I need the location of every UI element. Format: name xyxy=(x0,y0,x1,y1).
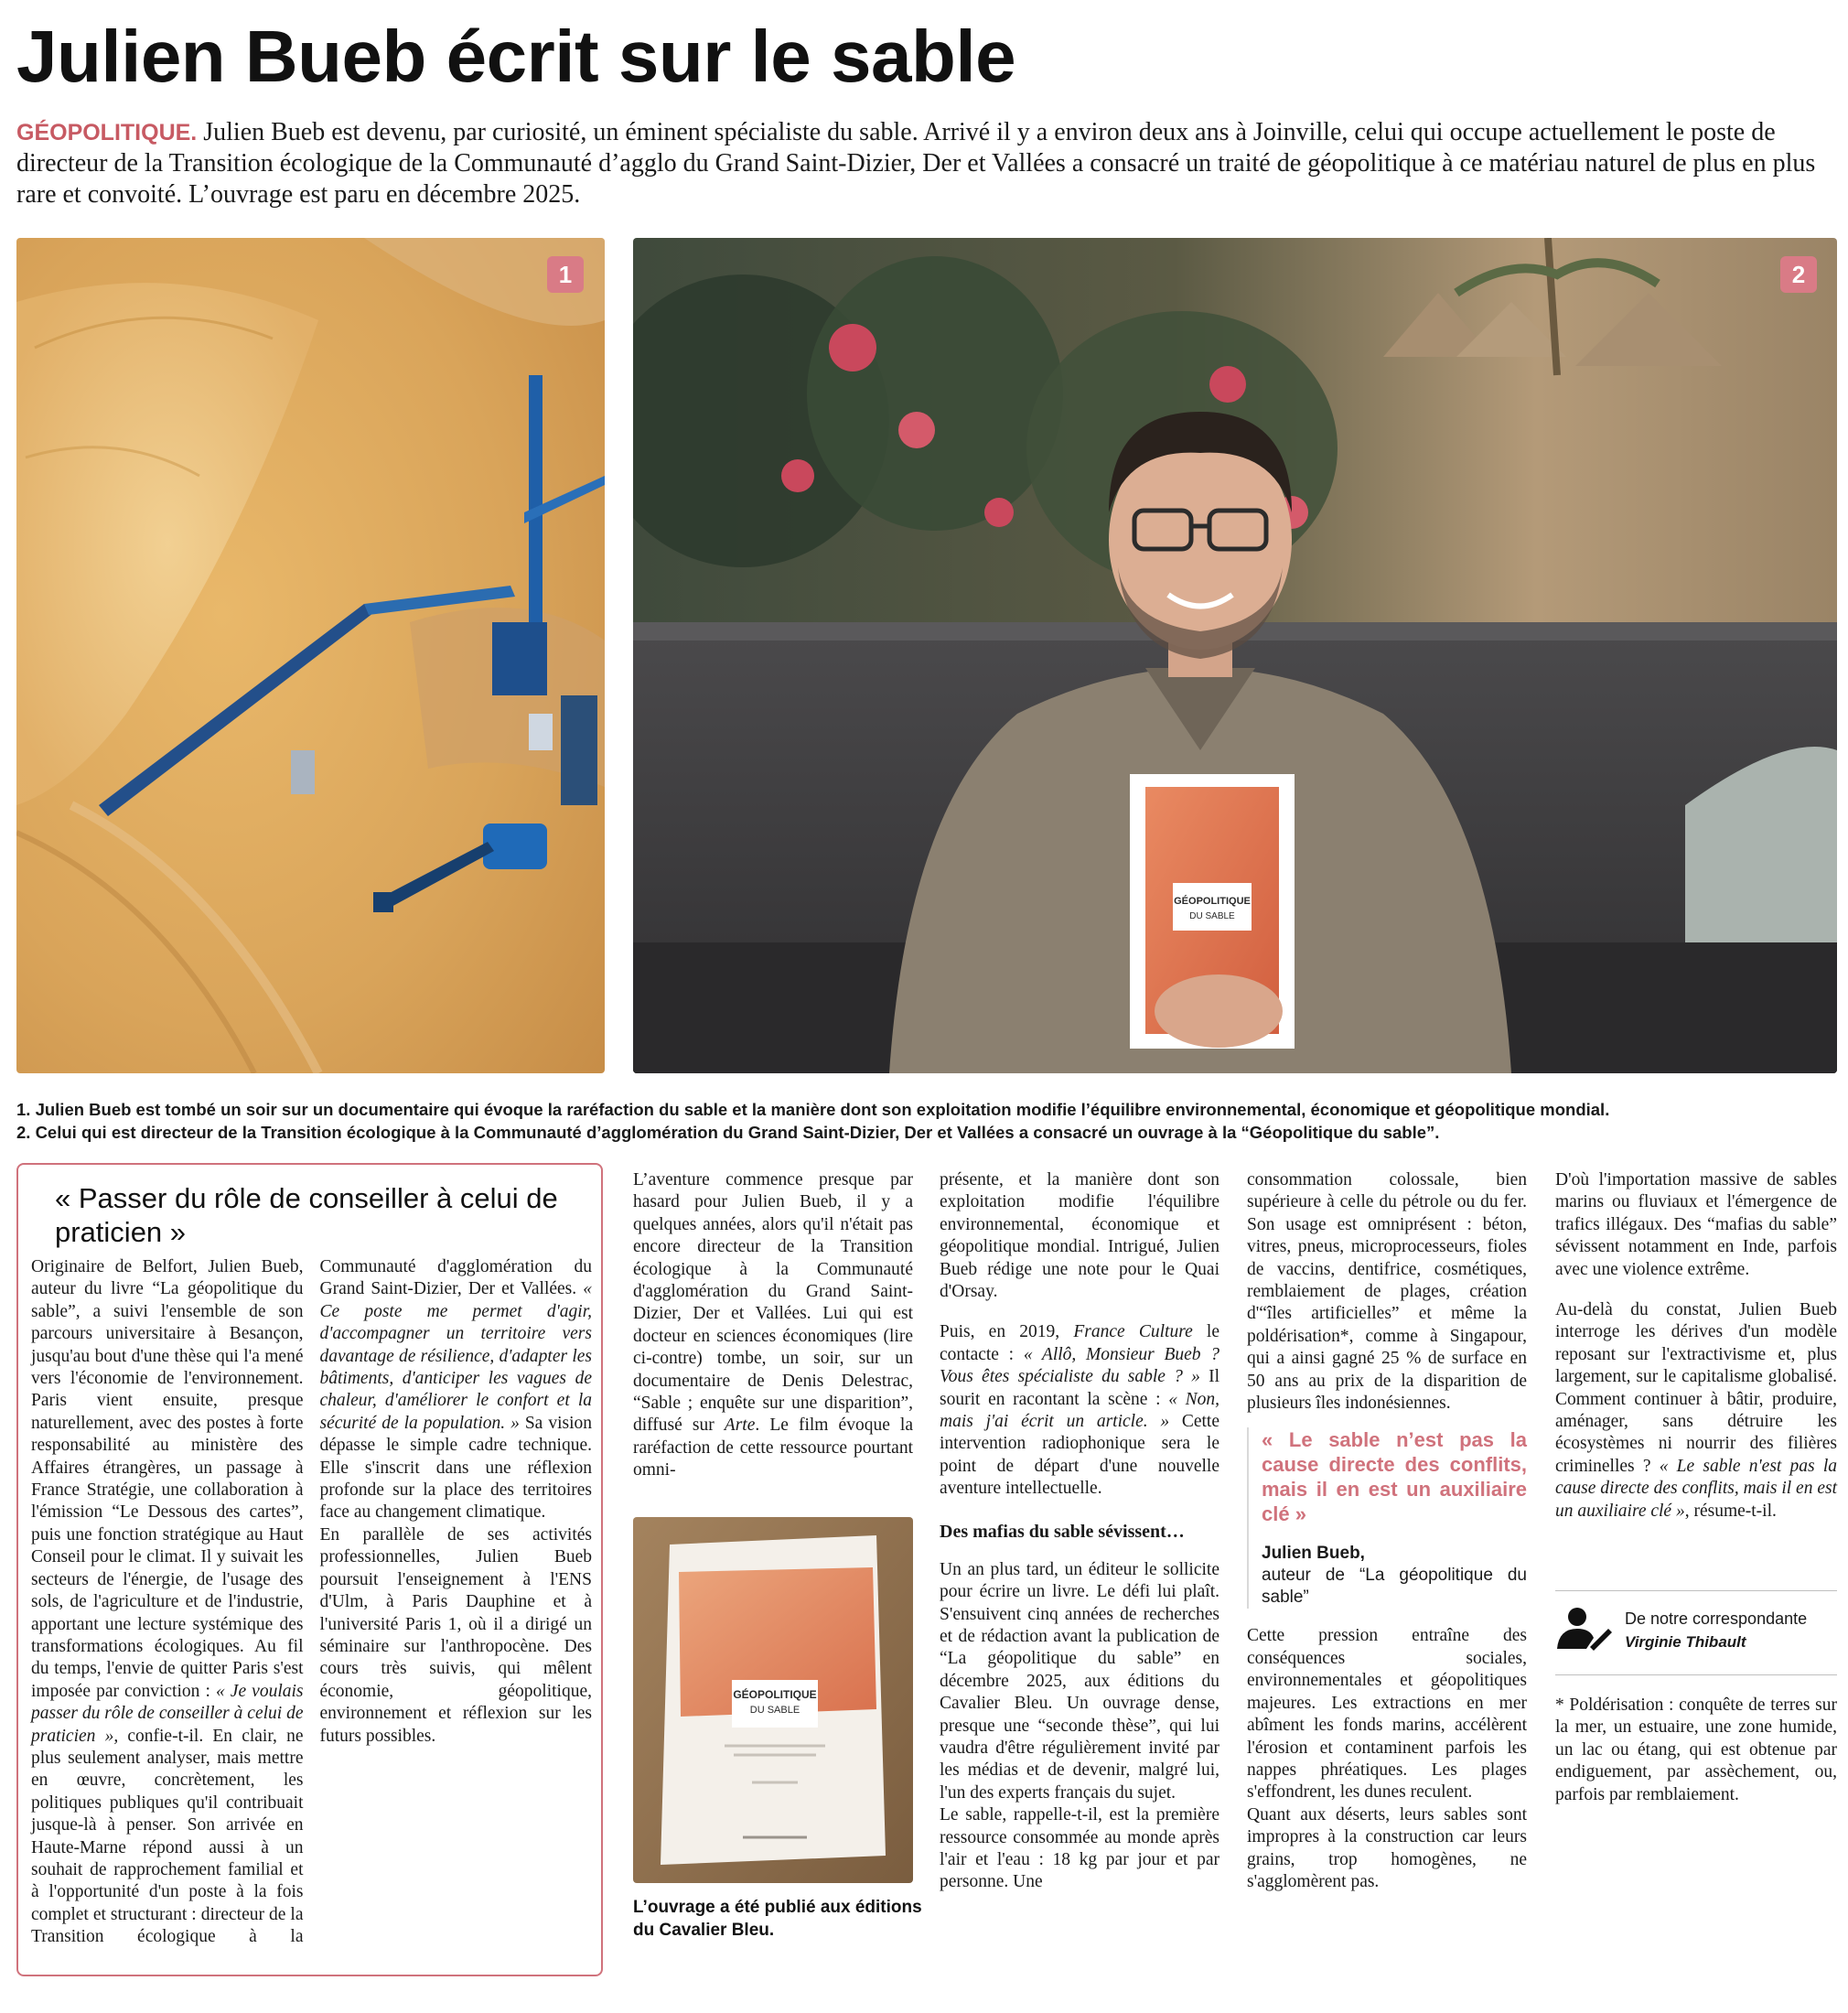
col4-paragraph: présente, et la manière dont son exploitation modifie l'équilibre environnemental, économique et géopolitique mondial. Intrigué, Julien Bueb rédige une note pour le Quai d'Orsay. xyxy=(940,1170,1219,1302)
col5-paragraph: Quant aux déserts, leurs sables sont impropres à la construction car leurs grains, trop homogènes, ne s'agglomèrent pas. xyxy=(1247,1804,1527,1891)
col4-paragraph: Un an plus tard, un éditeur le sollicite pour écrire un livre. Le défi lui plaît. S'ensuivent cinq années de recherches et de rédaction avant la publication de “La géopolitique du sable” en décembre 2025, aux éditions du Cavalier Bleu. Un ouvrage dense, presque une “seconde thèse”, qui lui vaudra d'être régulièrement invité par les médias et de devenir, malgré lui, l'un des experts français du sujet. xyxy=(940,1559,1219,1803)
box-paragraph: En parallèle de ses activités professionnelles, Julien Bueb poursuit l'enseignement à l'ENS d'Ulm, à Paris Dauphine et à l'université Paris 1, où il a dirigé un séminaire sur l'anthropocène. Des cours très suivis, qui mêlent économie, géopolitique, environnement et réflexion sur les futurs possibles. xyxy=(319,1524,592,1746)
photo-captions xyxy=(16,1098,1837,1144)
book-cover-subtitle: DU SABLE xyxy=(1189,911,1235,921)
pull-quote-role: auteur de “La géopolitique du sable” xyxy=(1262,1566,1527,1608)
col3-p1: L’aventure commence presque par hasard pour Julien Bueb, il y a quelques années, alors qu'il n'était pas encore directeur de la Transition écologique à la Communauté d'agglomération du Grand Saint-Dizier, Der et Vallées. Lui qui est docteur en sciences économiques (lire ci-contre) tombe, un soir, sur un documentaire de Denis Delestrac, “Sable ; enquête sur une disparition”, diffusé sur xyxy=(633,1170,913,1436)
col4-p2d: Cette intervention radiophonique sera le point de départ d'une nouvelle aventure intellectuelle. xyxy=(940,1412,1219,1499)
byline xyxy=(1553,1607,1837,1662)
portrait-illustration xyxy=(633,238,1837,1073)
article-title: Julien Bueb écrit sur le sable xyxy=(16,16,1016,97)
sidebar-box xyxy=(16,1163,603,1976)
photo-badge-1: 1 xyxy=(547,256,584,293)
pull-quote-author: Julien Bueb, xyxy=(1262,1544,1365,1564)
caption-2: 2. Celui qui est directeur de la Transition écologique à la Communauté d’agglomération du Grand Saint-Dizier, Der et Vallées a consacré un ouvrage à la “Géopolitique du sable”. xyxy=(16,1123,1440,1142)
caption-1: 1. Julien Bueb est tombé un soir sur un documentaire qui évoque la raréfaction du sable et la manière dont son exploitation modifie l’équilibre environnemental, économique et géopolitique mondial. xyxy=(16,1100,1610,1119)
article-column-6 xyxy=(1555,1169,1837,1993)
subheading: Des mafias du sable sévissent… xyxy=(940,1521,1185,1542)
article-column-4 xyxy=(940,1169,1219,1993)
book-photo-illustration xyxy=(633,1517,913,1883)
byline-label: De notre correspondante xyxy=(1625,1609,1808,1628)
sidebar-box-title: « Passer du rôle de conseiller à celui de praticien » xyxy=(55,1182,558,1248)
box-p1: Originaire de Belfort, Julien Bueb, auteur du livre “La géopolitique du sable”, a suivi l'ensemble de son parcours universitaire à Besançon, jusqu'au bout d'une thèse qui l'a mené vers l'économie de l'environnement. Paris vient ensuite, presque naturellement, avec des postes à forte responsabilité au ministère des Affaires étrangères, un passage à France Stratégie, une collaboration à l'émission “Le Dessous des cartes”, puis une fonction stratégique au Haut Conseil pour le climat. Il y suivait les secteurs de l'énergie, de l'usage des sols, de l'agriculture et de l'industrie, apportant une lecture systémique des transformations écologiques. Au fil du temps, l'envie de quitter Paris s'est imposée par conviction : xyxy=(31,1257,304,1701)
small-book-subtitle: DU SABLE xyxy=(749,1705,800,1716)
sidebar-box-body xyxy=(31,1256,592,1970)
col4-p2a: Puis, en 2019, xyxy=(940,1322,1074,1342)
book-photo-caption: L’ouvrage a été publié aux éditions du Cavalier Bleu. xyxy=(633,1898,922,1940)
col6-quote: « Le sable n'est pas la cause directe des conflits, mais il en est un auxiliaire clé » xyxy=(1555,1456,1838,1521)
col4-quote-2: « Non, mais j'ai écrit un article. » xyxy=(940,1389,1219,1432)
divider xyxy=(1555,1590,1837,1591)
col4-paragraph xyxy=(940,1321,1219,1500)
sand-quarry-illustration xyxy=(16,238,605,1073)
col3-p1-end: . Le film évoque la raréfaction de cette ressource pourtant omni- xyxy=(633,1416,913,1480)
box-p2-end: Sa vision dépasse le simple cadre technique. Elle s'inscrit dans une réflexion profonde sur la place des territoires face au changement climatique. xyxy=(319,1413,592,1523)
lede-text: Julien Bueb est devenu, par curiosité, un éminent spécialiste du sable. Arrivé il y a environ deux ans à Joinville, celui qui occupe actuellement le poste de directeur de la Transition écologique de la Communauté d’agglo du Grand Saint-Dizier, Der et Vallées a consacré un traité de géopolitique à ce matériau naturel de plus en plus rare et convoité. L’ouvrage est paru en décembre 2025. xyxy=(16,118,1816,209)
photo-badge-2: 2 xyxy=(1780,256,1817,293)
col3-paragraph xyxy=(633,1169,913,1482)
small-book-title: GÉOPOLITIQUE xyxy=(733,1688,817,1701)
col4-p2b: le contacte : xyxy=(940,1322,1220,1364)
kicker: GÉOPOLITIQUE. xyxy=(16,120,198,145)
pull-quote xyxy=(1247,1427,1527,1609)
box-p1-end: confie-t-il. En clair, ne plus seulement analyser, mais mettre en œuvre, concrètement, les politiques publiques qu'il contribuait jusque-là à penser. Son arrivée en Haute-Marne répond aussi à un souhait de rapprochement familial et à l'opportunité d'un poste à la fois complet et structurant : directeur de la Transition écologique à la Communauté d'agglomération du Grand Saint-Dizier, Der et Vallées. xyxy=(31,1257,592,1947)
col5-paragraph: Cette pression entraîne des conséquences sociales, environnementales et géopolitiques majeures. Les extractions en mer abîment les fonds marins, accélèrent l'érosion et contaminent parfois les nappes phréatiques. Les plages s'effondrent, les dunes reculent. xyxy=(1247,1626,1527,1803)
divider xyxy=(1555,1674,1837,1675)
footnote: * Poldérisation : conquête de terres sur la mer, un estuaire, une zone humide, un lac ou étang, qui est obtenue par endiguement, par assèchement, ou, parfois par remblaiement. xyxy=(1555,1695,1837,1804)
col4-france-culture: France Culture xyxy=(1073,1322,1193,1342)
box-quote-2: « Ce poste me permet d'agir, d'accompagner un territoire vers davantage de résilience, d'adapter les bâtiments, d'anticiper les vagues de chaleur, d'améliorer le confort et la sécurité de la population. » xyxy=(319,1279,593,1433)
article-lede xyxy=(16,117,1837,210)
writer-icon xyxy=(1553,1607,1612,1651)
pull-quote-text: « Le sable n’est pas la cause directe des conflits, mais il en est un auxiliaire clé » xyxy=(1262,1428,1527,1526)
col4-quote-1: « Allô, Monsieur Bueb ? Vous êtes spécialiste du sable ? » xyxy=(940,1344,1219,1387)
article-column-5 xyxy=(1247,1169,1527,1993)
photo-sand-quarry xyxy=(16,238,605,1073)
photo-book xyxy=(633,1517,913,1883)
col6-p2: Au-delà du constat, Julien Bueb interroge les dérives d'un modèle reposant sur l'extractivisme et, plus largement, sur le capitalisme globalisé. Comment continuer à bâtir, produire, aménager, sans détruire les écosystèmes ni nourrir des filières criminelles ? xyxy=(1555,1300,1837,1476)
book-cover-title: GÉOPOLITIQUE xyxy=(1174,896,1251,907)
col4-paragraph: Le sable, rappelle-t-il, est la première ressource consommée au monde après l'air et l'eau : 18 kg par jour et par personne. Une xyxy=(940,1805,1219,1892)
col6-paragraph: D'où l'importation massive de sables marins ou fluviaux et l'émergence de trafics illégaux. Des “mafias du sable” sévissent notamment en Inde, parfois avec une violence extrême. xyxy=(1555,1170,1837,1279)
col5-paragraph: consommation colossale, bien supérieure à celle du pétrole ou du fer. Son usage est omniprésent : béton, vitres, pneus, microprocesseurs, fioles de vaccins, dentifrice, cosmétiques, remblaiement de plages, création d'“îles artificielles” et même la poldérisation*, comme à Singapour, qui a ainsi gagné 25 % de surface en 50 ans au prix de la disparition de plusieurs îles indonésiennes. xyxy=(1247,1170,1527,1414)
col6-paragraph xyxy=(1555,1299,1837,1523)
byline-name: Virginie Thibault xyxy=(1625,1633,1746,1651)
box-quote-1: « Je voulais passer du rôle de conseiller à celui de praticien », xyxy=(31,1681,304,1746)
col3-arte: Arte xyxy=(724,1416,756,1436)
photo-julien-bueb xyxy=(633,238,1837,1073)
col4-p2c: Il sourit en racontant la scène : xyxy=(940,1367,1219,1409)
col6-p2-end: , résume-t-il. xyxy=(1684,1501,1777,1521)
